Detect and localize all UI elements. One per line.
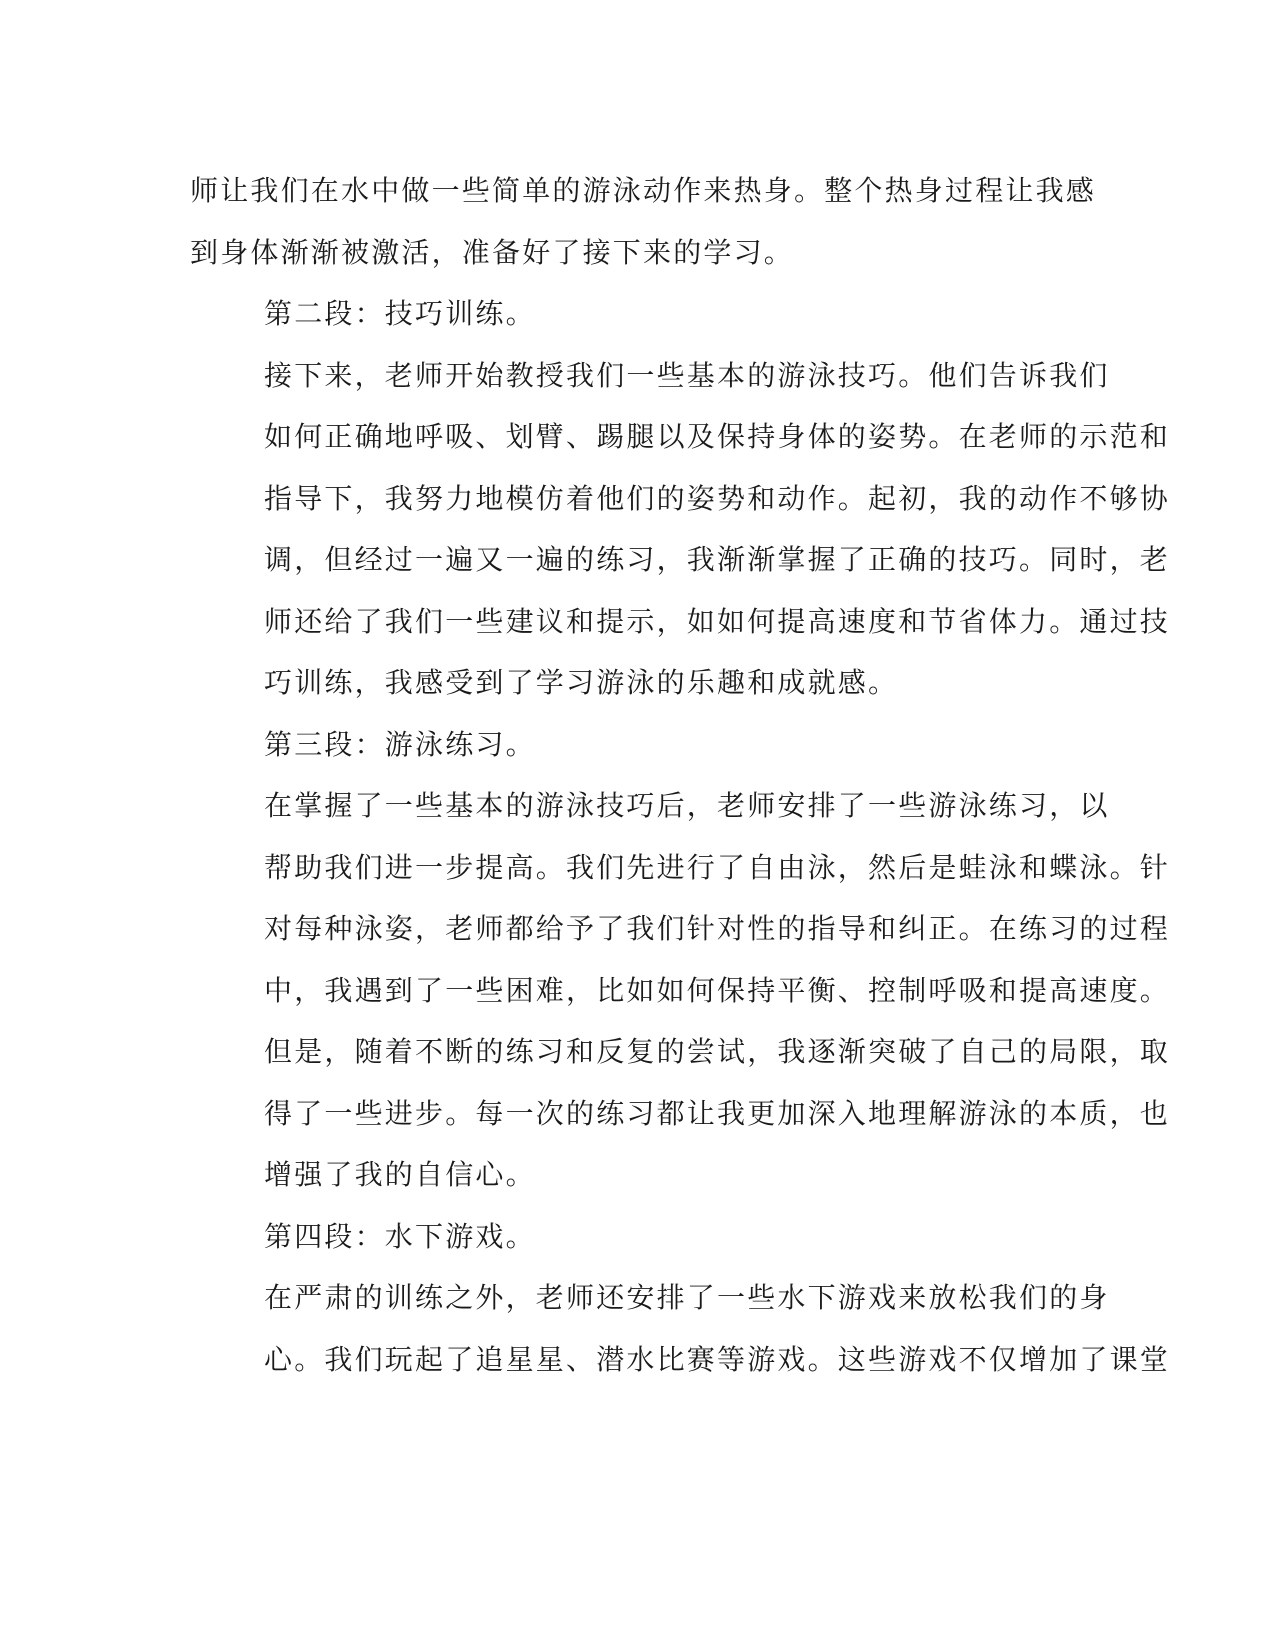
text-line: 师还给了我们一些建议和提示，如如何提高速度和节省体力。通过技 bbox=[264, 604, 1171, 638]
text-line: 在严肃的训练之外，老师还安排了一些水下游戏来放松我们的身 bbox=[264, 1281, 1110, 1314]
text-line: 得了一些进步。每一次的练习都让我更加深入地理解游泳的本质，也 bbox=[264, 1096, 1171, 1130]
section-heading-4 bbox=[190, 1206, 1080, 1268]
text-line: 到身体渐渐被激活，准备好了接下来的学习。 bbox=[190, 235, 795, 269]
paragraph-continuation bbox=[190, 160, 1097, 283]
text-line: 但是，随着不断的练习和反复的尝试，我逐渐突破了自己的局限，取 bbox=[264, 1035, 1171, 1068]
paragraph-technique-training bbox=[190, 345, 1171, 714]
document-body bbox=[190, 160, 1171, 1390]
heading-text: 第二段：技巧训练。 bbox=[264, 297, 536, 330]
paragraph-underwater-games bbox=[190, 1267, 1171, 1390]
section-heading-2 bbox=[190, 283, 1080, 345]
text-line: 对每种泳姿，老师都给予了我们针对性的指导和纠正。在练习的过程 bbox=[264, 912, 1171, 945]
heading-text: 第三段：游泳练习。 bbox=[264, 727, 536, 761]
text-line: 在掌握了一些基本的游泳技巧后，老师安排了一些游泳练习，以 bbox=[264, 789, 1110, 822]
paragraph-swimming-practice bbox=[190, 775, 1171, 1206]
heading-text: 第四段：水下游戏。 bbox=[264, 1219, 536, 1253]
text-line: 接下来，老师开始教授我们一些基本的游泳技巧。他们告诉我们 bbox=[264, 358, 1110, 392]
text-line: 中，我遇到了一些困难，比如如何保持平衡、控制呼吸和提高速度。 bbox=[264, 973, 1171, 1007]
text-line: 巧训练，我感受到了学习游泳的乐趣和成就感。 bbox=[264, 666, 899, 699]
text-line: 师让我们在水中做一些简单的游泳动作来热身。整个热身过程让我感 bbox=[190, 174, 1097, 207]
text-line: 帮助我们进一步提高。我们先进行了自由泳，然后是蛙泳和蝶泳。针 bbox=[264, 850, 1171, 884]
text-line: 指导下，我努力地模仿着他们的姿势和动作。起初，我的动作不够协 bbox=[264, 481, 1171, 515]
text-line: 如何正确地呼吸、划臂、踢腿以及保持身体的姿势。在老师的示范和 bbox=[264, 420, 1171, 453]
section-heading-3 bbox=[190, 714, 1080, 776]
text-line: 增强了我的自信心。 bbox=[264, 1158, 536, 1191]
text-line: 心。我们玩起了追星星、潜水比赛等游戏。这些游戏不仅增加了课堂 bbox=[264, 1342, 1171, 1376]
text-line: 调，但经过一遍又一遍的练习，我渐渐掌握了正确的技巧。同时，老 bbox=[264, 543, 1171, 576]
